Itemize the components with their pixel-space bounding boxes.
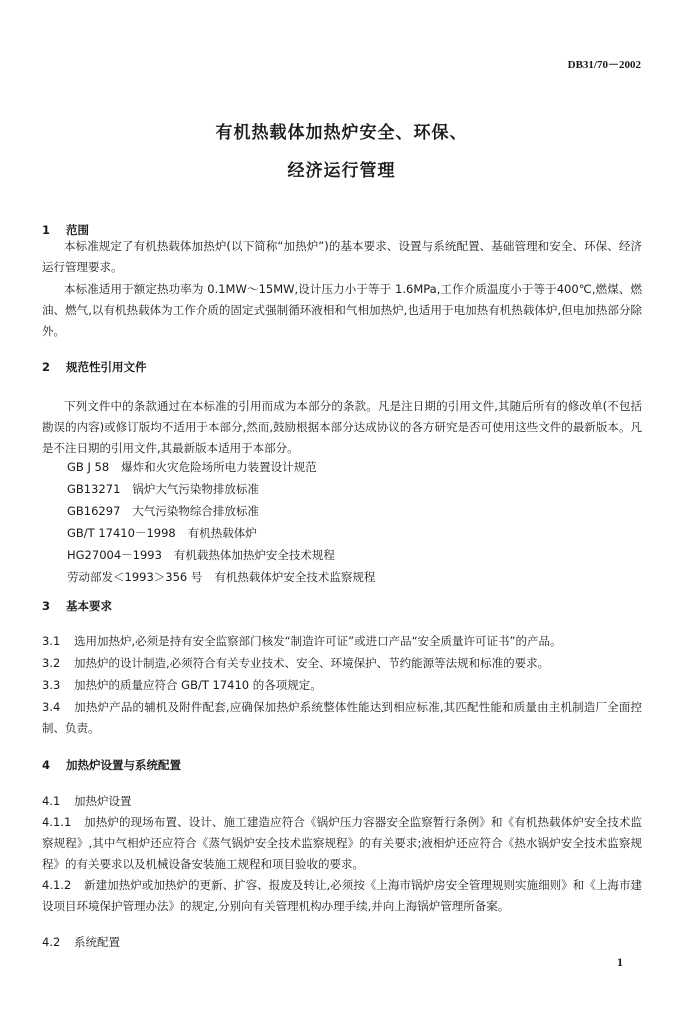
reference-name: 大气污染物综合排放标准 (132, 504, 259, 518)
section-2-paragraph-1: 下列文件中的条款通过在本标准的引用而成为本部分的条款。凡是注日期的引用文件,其随后所有的修改单(不包括勘误的内容)或修订版均不适用于本部分,然而,鼓励根据本部分达成协议的各方研究是否可使用这些文件的最新版本。凡是不注日期的引用文件,其最新版本适用于本部分。 (42, 399, 642, 455)
reference-code: HG27004－1993 (67, 548, 162, 562)
clause-text: 加热炉的设计制造,必须符合有关专业技术、安全、环境保护、节约能源等法规和标准的要求。 (74, 656, 550, 670)
clause-3-4 (42, 697, 642, 739)
section-number: 1 (42, 223, 51, 237)
clause-3-3 (42, 675, 642, 696)
reference-name: 锅炉大气污染物排放标准 (132, 482, 259, 496)
reference-code: GB/T 17410－1998 (67, 526, 176, 540)
clause-text: 加热炉设置 (74, 794, 132, 808)
reference-item (67, 459, 317, 475)
document-title-line1: 有机热载体加热炉安全、环保、 (215, 123, 468, 143)
reference-name: 有机热载体炉 (187, 526, 257, 540)
clause-number: 3.3 (42, 678, 61, 692)
clause-text: 加热炉的质量应符合 GB/T 17410 的各项规定。 (74, 678, 322, 692)
clause-number: 4.1 (42, 794, 61, 808)
reference-code: GB13271 (67, 482, 121, 496)
section-2-heading (42, 359, 147, 375)
section-title: 基本要求 (66, 599, 113, 613)
clause-4-2 (42, 932, 642, 953)
clause-number: 4.2 (42, 935, 61, 949)
section-number: 4 (42, 758, 51, 772)
clause-number: 4.1.2 (42, 878, 72, 892)
clause-number: 4.1.1 (42, 815, 72, 829)
reference-code: GB16297 (67, 504, 121, 518)
reference-item (67, 503, 259, 519)
section-1-paragraph-2: 本标准适用于额定热功率为 0.1MW～15MW,设计压力小于等于 1.6MPa,工作介质温度小于等于400℃,燃煤、燃油、燃气,以有机热载体为工作介质的固定式强制循环液相和气相加热炉,也适用于电加热有机热载体炉,但电加热部分除外。 (42, 282, 642, 338)
section-1-paragraph-1: 本标准规定了有机热载体加热炉(以下简称“加热炉”)的基本要求、设置与系统配置、基础管理和安全、环保、经济运行管理要求。 (42, 239, 642, 274)
clause-4-1-1 (42, 812, 642, 875)
section-title: 加热炉设置与系统配置 (66, 758, 182, 772)
reference-name: 有机载热体加热炉安全技术规程 (173, 548, 335, 562)
section-title: 范围 (66, 223, 90, 237)
reference-item (67, 481, 259, 497)
clause-text: 新建加热炉或加热炉的更新、扩容、报废及转让,必须按《上海市锅炉房安全管理规则实施细则》和《上海市建设项目环境保护管理办法》的规定,分别向有关管理机构办理手续,并向上海锅炉管理所备案。 (42, 878, 642, 913)
clause-4-1-2 (42, 875, 642, 917)
section-number: 3 (42, 599, 51, 613)
reference-item (67, 525, 257, 541)
reference-name: 有机热载体炉安全技术监察规程 (214, 570, 376, 584)
reference-item (67, 569, 375, 585)
document-title-line2: 经济运行管理 (287, 161, 396, 181)
section-title: 规范性引用文件 (66, 360, 147, 374)
reference-code: 劳动部发＜1993＞356 号 (67, 570, 203, 584)
document-code: DB31/70－2002 (567, 59, 641, 71)
clause-text: 加热炉的现场布置、设计、施工建造应符合《锅炉压力容器安全监察暂行条例》和《有机热载体炉安全技术监察规程》,其中气相炉还应符合《蒸气锅炉安全技术监察规程》的有关要求;液相炉还应符合《热水锅炉安全技术监察规程》的有关要求以及机械设备安装施工规程和项目验收的要求。 (42, 815, 642, 871)
clause-4-1 (42, 791, 642, 812)
reference-name: 爆炸和火灾危险场所电力装置设计规范 (121, 460, 317, 474)
clause-text: 系统配置 (74, 935, 120, 949)
clause-number: 3.1 (42, 634, 61, 648)
section-3-heading (42, 598, 112, 614)
reference-item (67, 547, 335, 563)
clause-3-1 (42, 631, 642, 652)
clause-3-2 (42, 653, 642, 674)
page-number: 1 (617, 955, 623, 969)
section-4-heading (42, 757, 181, 773)
clause-text: 加热炉产品的辅机及附件配套,应确保加热炉系统整体性能达到相应标准,其匹配性能和质量由主机制造厂全面控制、负责。 (42, 700, 642, 735)
clause-number: 3.2 (42, 656, 61, 670)
reference-code: GB J 58 (67, 460, 110, 474)
clause-number: 3.4 (42, 700, 61, 714)
section-number: 2 (42, 360, 51, 374)
clause-text: 选用加热炉,必须是持有安全监察部门核发“制造许可证”或进口产品“安全质量许可证书”的产品。 (74, 634, 562, 648)
